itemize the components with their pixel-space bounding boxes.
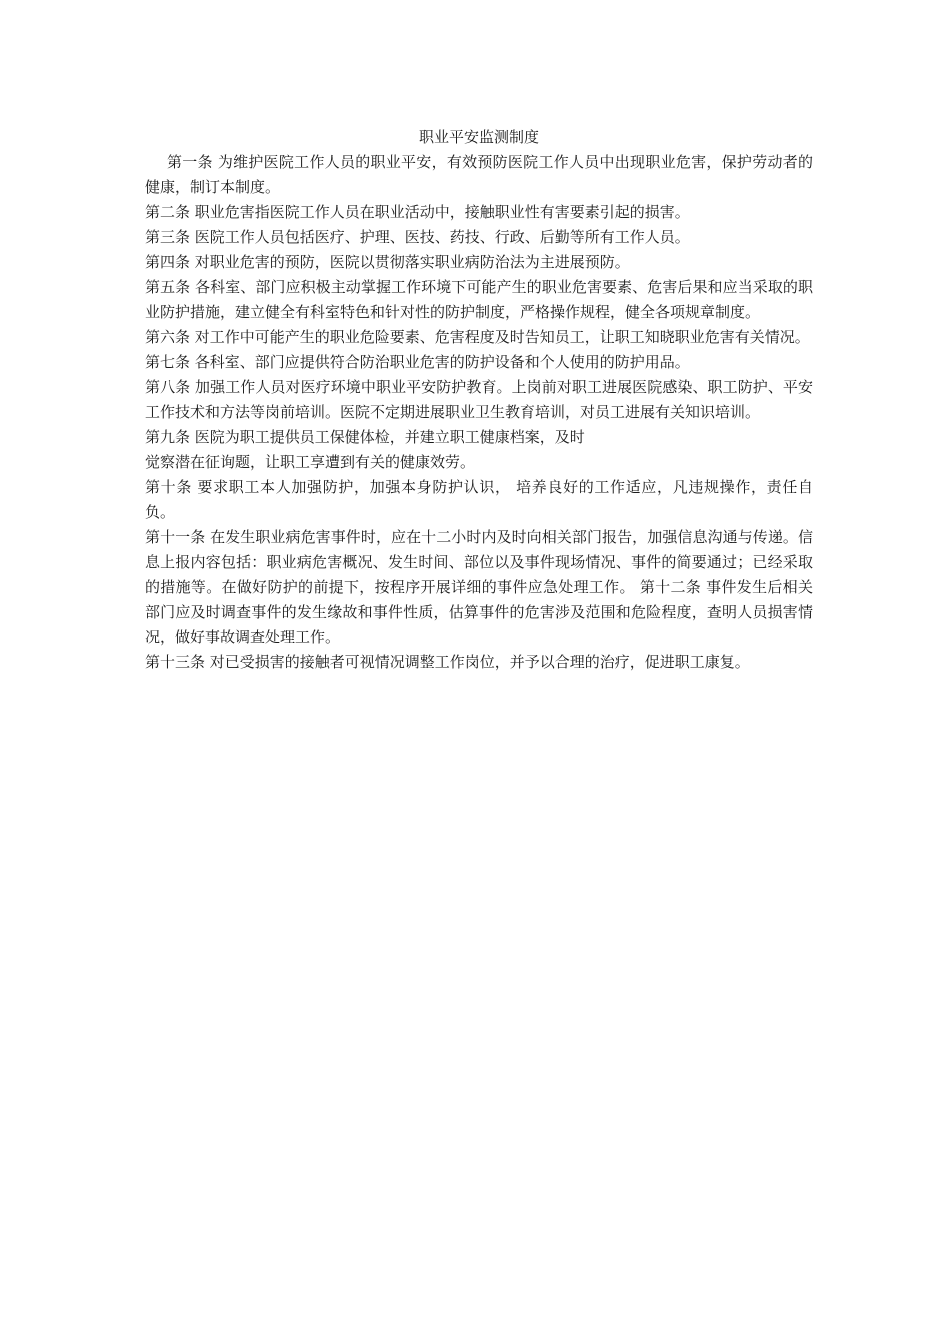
article-4: 第四条 对职业危害的预防，医院以贯彻落实职业病防治法为主进展预防。 — [145, 253, 630, 271]
article-1: 第一条 为维护医院工作人员的职业平安，有效预防医院工作人员中出现职业危害，保护劳动者的健康，制订本制度。 — [145, 153, 813, 196]
article-9-continued: 觉察潜在征询题，让职工享遭到有关的健康效劳。 — [145, 453, 476, 471]
article-10: 第十条 要求职工本人加强防护，加强本身防护认识， 培养良好的工作适应，凡违规操作，责任自负。 — [145, 478, 813, 521]
article-2: 第二条 职业危害指医院工作人员在职业活动中，接触职业性有害要素引起的损害。 — [145, 203, 690, 221]
document-title: 职业平安监测制度 — [418, 128, 539, 146]
document-page — [145, 125, 813, 675]
article-11-12: 第十一条 在发生职业病危害事件时，应在十二小时内及时向相关部门报告，加强信息沟通与传递。信息上报内容包括：职业病危害概况、发生时间、部位以及事件现场情况、事件的简要通过；已经采取的措施等。在做好防护的前提下，按程序开展详细的事件应急处理工作。 第十二条 事件发生后相关部门应及时调查事件的发生缘故和事件性质，估算事件的危害涉及范围和危险程度，查明人员损害情况，做好事故调查处理工作。 — [145, 528, 813, 646]
article-9: 第九条 医院为职工提供员工保健体检，并建立职工健康档案，及时 — [145, 428, 585, 446]
article-13: 第十三条 对已受损害的接触者可视情况调整工作岗位，并予以合理的治疗，促进职工康复。 — [145, 653, 750, 671]
article-8: 第八条 加强工作人员对医疗环境中职业平安防护教育。上岗前对职工进展医院感染、职工防护、平安工作技术和方法等岗前培训。医院不定期进展职业卫生教育培训，对员工进展有关知识培训。 — [145, 378, 813, 421]
article-6: 第六条 对工作中可能产生的职业危险要素、危害程度及时告知员工，让职工知晓职业危害有关情况。 — [145, 328, 810, 346]
article-7: 第七条 各科室、部门应提供符合防治职业危害的防护设备和个人使用的防护用品。 — [145, 353, 690, 371]
article-5: 第五条 各科室、部门应积极主动掌握工作环境下可能产生的职业危害要素、危害后果和应当采取的职业防护措施，建立健全有科室特色和针对性的防护制度，严格操作规程，健全各项规章制度。 — [145, 278, 813, 321]
article-3: 第三条 医院工作人员包括医疗、护理、医技、药技、行政、后勤等所有工作人员。 — [145, 228, 690, 246]
